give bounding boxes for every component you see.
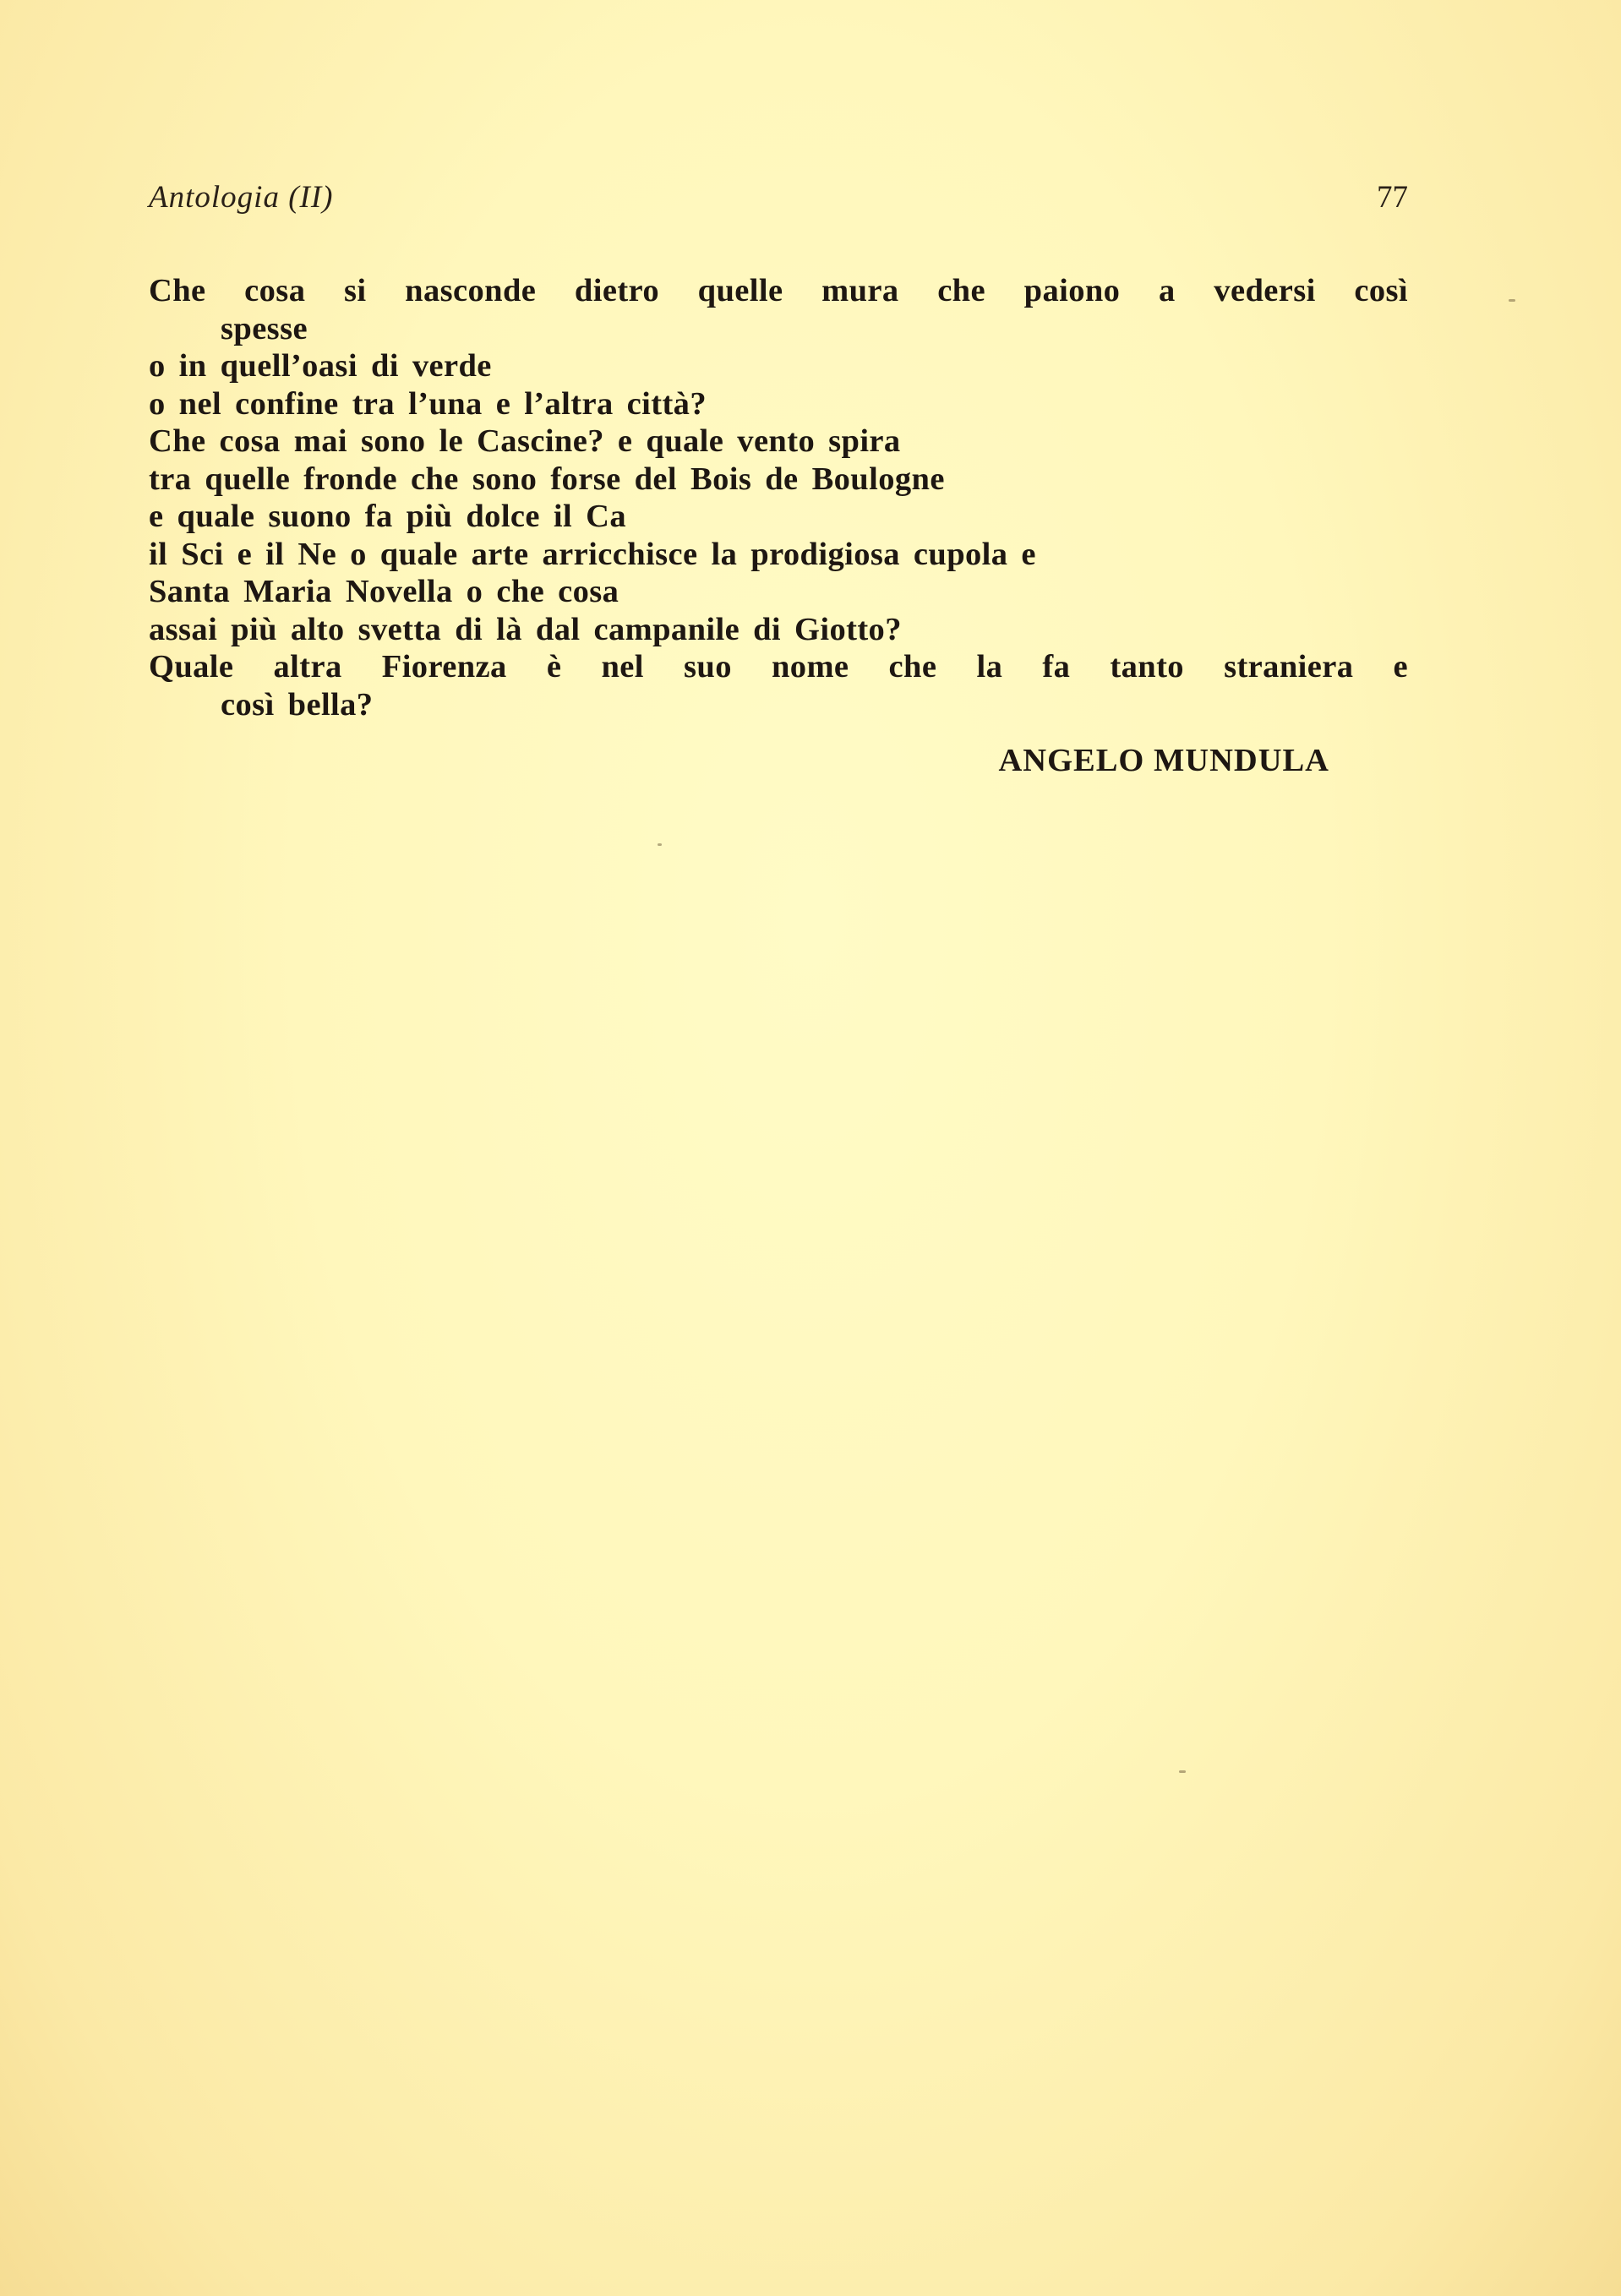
page-number: 77: [1377, 180, 1408, 215]
paper-speck: [658, 843, 662, 846]
poem-line: Che cosa mai sono le Cascine? e quale vento spira: [149, 423, 901, 459]
poem-line: o in quell’oasi di verde: [149, 348, 492, 384]
poem-line-continuation: spesse: [221, 310, 308, 346]
poem-line: assai più alto svetta di là dal campanile di Giotto?: [149, 611, 902, 647]
poem: [149, 272, 1408, 723]
poem-line-continuation: così bella?: [221, 686, 374, 723]
paper-speck: [1179, 1770, 1186, 1773]
poem-line: Santa Maria Novella o che cosa: [149, 574, 619, 609]
paper-speck: [1509, 299, 1515, 302]
running-title: Antologia (II): [149, 180, 334, 215]
running-head: [149, 179, 1408, 221]
author-signature: ANGELO MUNDULA: [998, 743, 1329, 778]
poem-line: o nel confine tra l’una e l’altra città?: [149, 385, 707, 422]
poem-line: e quale suono fa più dolce il Ca: [149, 499, 626, 534]
poem-line: il Sci e il Ne o quale arte arricchisce la prodigiosa cupola e: [149, 536, 1036, 572]
poem-line: tra quelle fronde che sono forse del Bois de Boulogne: [149, 461, 945, 497]
poem-line: Che cosa si nasconde dietro quelle mura che paiono a vedersi così: [149, 273, 1408, 308]
poem-line: Quale altra Fiorenza è nel suo nome che la fa tanto straniera e: [149, 649, 1408, 684]
